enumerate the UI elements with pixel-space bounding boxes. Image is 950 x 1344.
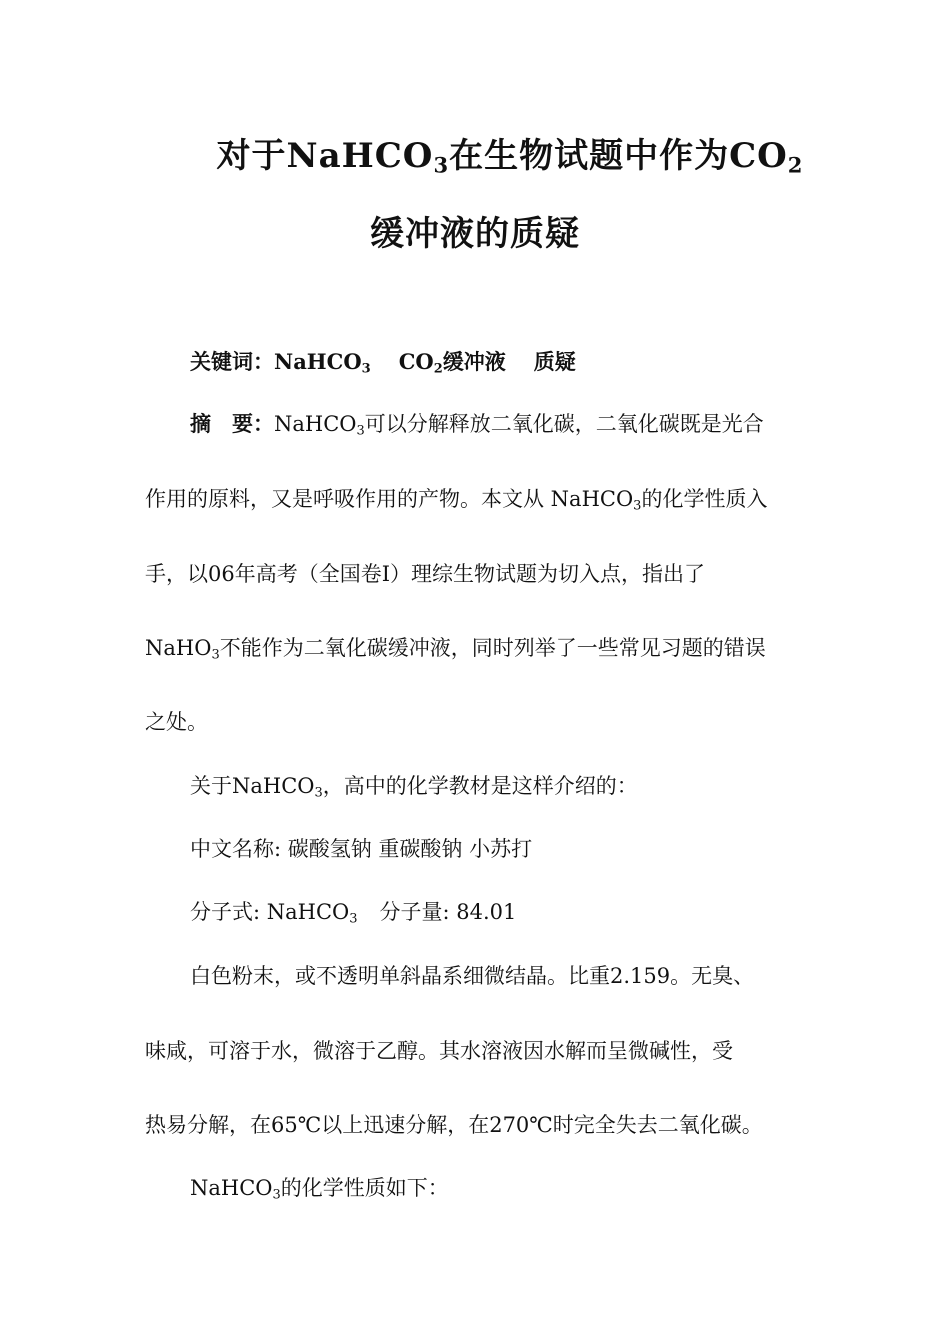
body-paragraph-1 [190, 770, 638, 800]
body-text: 关于NaHCO [190, 774, 315, 798]
abstract-subscript: 3 [211, 647, 220, 663]
abstract-line-4 [145, 632, 766, 662]
abstract-line-3: 手，以06年高考（全国卷Ⅰ）理综生物试题为切入点，指出了 [145, 562, 706, 586]
keyword-subscript: 2 [433, 361, 443, 377]
title-subscript: 2 [787, 152, 804, 178]
abstract-text: NaHCO [274, 412, 357, 436]
keyword-subscript: 3 [361, 361, 371, 377]
document-title-line-2: 缓冲液的质疑 [370, 214, 580, 254]
body-text: ，高中的化学教材是这样介绍的： [322, 774, 638, 798]
keyword: 缓冲液 [442, 349, 506, 374]
title-text: 对于NaHCO [216, 136, 434, 176]
body-text: NaHCO [190, 1176, 273, 1200]
keyword: CO [398, 349, 434, 374]
abstract-text: NaHO [145, 636, 212, 660]
keywords-label: 关键词： [190, 349, 274, 374]
body-subscript: 3 [272, 1187, 281, 1203]
keyword: 质疑 [533, 349, 576, 374]
body-paragraph-5 [190, 1172, 449, 1202]
body-paragraph-4-line-1: 白色粉末，或不透明单斜晶系细微结晶。比重2.159。无臭、 [190, 964, 755, 988]
title-subscript: 3 [433, 152, 450, 178]
abstract-label: 摘 要： [190, 411, 274, 436]
body-paragraph-4-line-2: 味咸，可溶于水，微溶于乙醇。其水溶液因水解而呈微碱性，受 [145, 1039, 733, 1063]
abstract-line-1 [190, 408, 764, 438]
body-chinese-name: 中文名称: 碳酸氢钠 重碳酸钠 小苏打 [190, 837, 533, 861]
abstract-subscript: 3 [633, 498, 642, 514]
body-subscript: 3 [314, 785, 323, 801]
document-title-line-1 [0, 128, 950, 177]
title-text: 在生物试题中作为CO [449, 136, 788, 176]
body-formula-line [190, 896, 516, 926]
body-paragraph-4-line-3: 热易分解，在65℃以上迅速分解，在270℃时完全失去二氧化碳。 [145, 1113, 763, 1137]
abstract-text: 可以分解释放二氧化碳，二氧化碳既是光合 [364, 412, 764, 436]
keyword: NaHCO [274, 349, 362, 374]
abstract-subscript: 3 [356, 423, 365, 439]
abstract-text: 的化学性质入 [641, 487, 768, 511]
abstract-text: 作用的原料，又是呼吸作用的产物。本文从 NaHCO [145, 487, 634, 511]
body-text: 的化学性质如下： [280, 1176, 449, 1200]
body-subscript: 3 [349, 911, 358, 927]
keywords-line [190, 346, 576, 376]
abstract-line-2 [145, 483, 767, 513]
body-text: 分子式: NaHCO [190, 900, 350, 924]
abstract-line-5: 之处。 [145, 710, 208, 734]
abstract-text: 不能作为二氧化碳缓冲液，同时列举了一些常见习题的错误 [219, 636, 766, 660]
body-text: 分子量: 84.01 [379, 900, 517, 924]
